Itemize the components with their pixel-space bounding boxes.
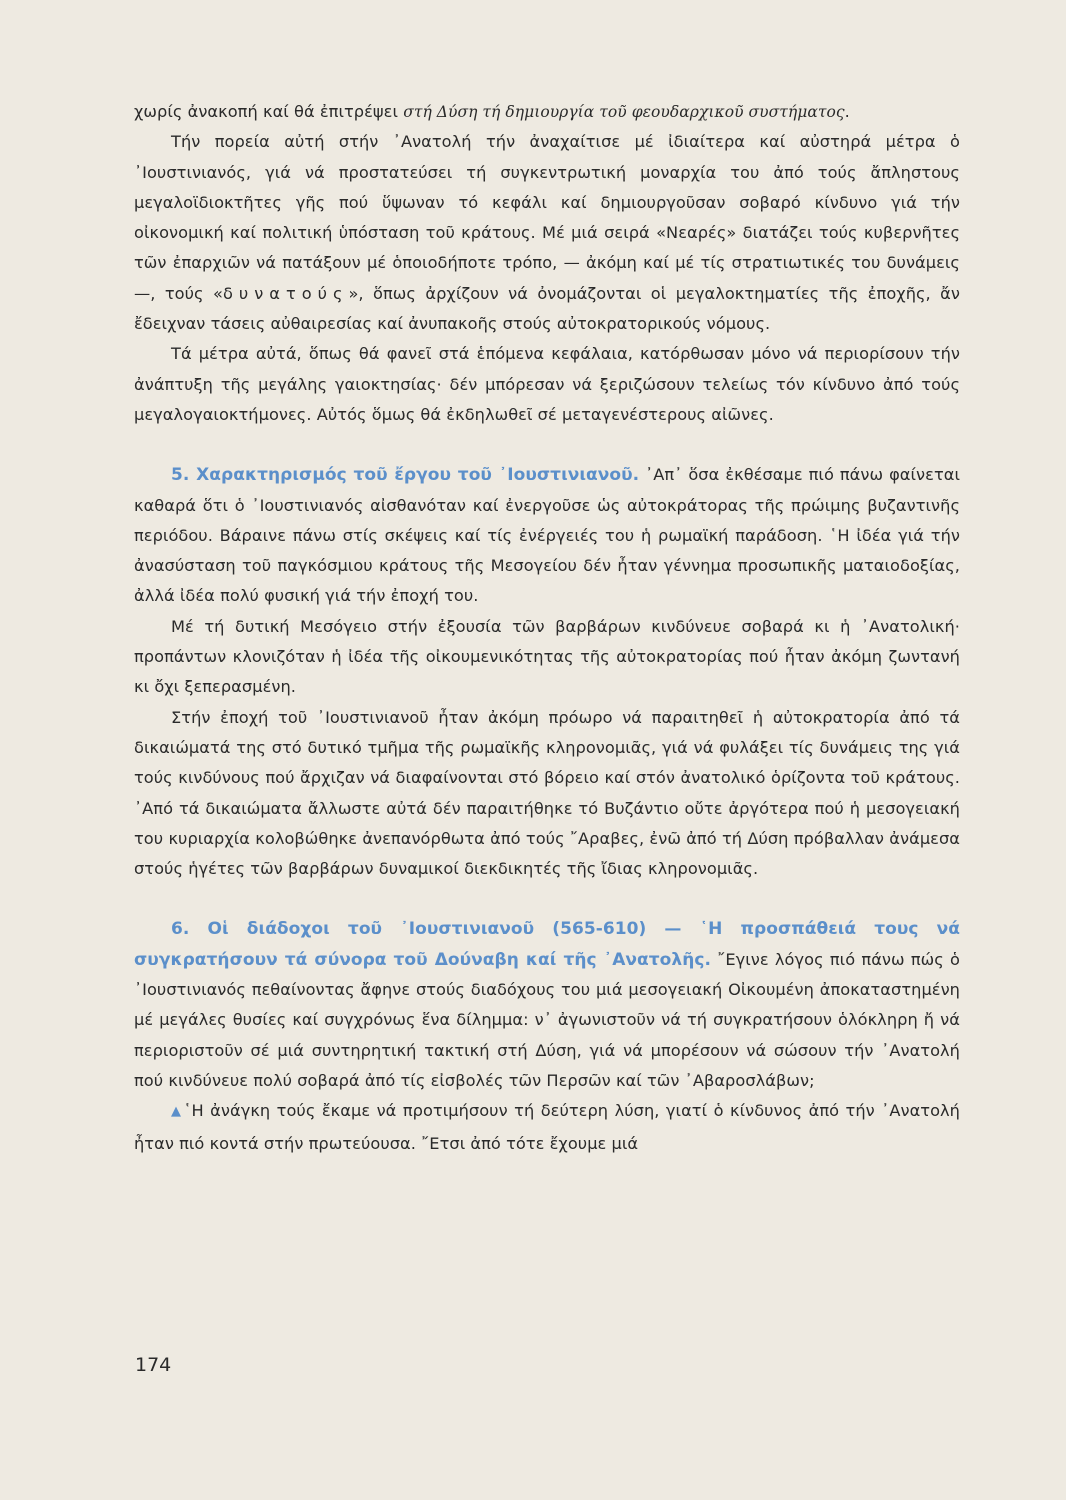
section-5-paragraph — [134, 460, 960, 611]
italic-phrase: στή Δύση τή δημιουργία τοῦ φεουδαρχικοῦ συστήματος — [403, 103, 845, 121]
section-6-paragraph-2 — [134, 1096, 960, 1159]
text-span: χωρίς ἀνακοπή καί θά ἐπιτρέψει — [134, 102, 404, 121]
section-5-heading: 5. Χαρακτηρισμός τοῦ ἔργου τοῦ ᾿Ιουστινιανοῦ. — [171, 465, 640, 486]
section-5-paragraph-3: Στήν ἐποχή τοῦ ᾿Ιουστινιανοῦ ἦταν ἀκόμη πρόωρο νά παραιτηθεῖ ἡ αὐτοκρατορία ἀπό τά δικαιώματά της στό δυτικό τμῆμα τῆς ρωμαϊκῆς κληρονομιᾶς, γιά νά φυλάξει τίς δυνάμεις της γιά τούς κινδύνους πού ἄρχιζαν νά διαφαίνονται στό βόρειο καί στόν ἀνατολικό ὁρίζοντα τοῦ κράτους. ᾿Από τά δικαιώματα ἄλλωστε αὐτά δέν παραιτήθηκε τό Βυζάντιο οὔτε ἀργότερα πού ἡ μεσογειακή του κυριαρχία κολοβώθηκε ἀνεπανόρθωτα ἀπό τούς ῎Αραβες, ἐνῶ ἀπό τή Δύση πρόβαλλαν ἀνάμεσα στούς ἡγέτες τῶν βαρβάρων δυναμικοί διεκδικητές τῆς ἴδιας κληρονομιᾶς. — [134, 707, 960, 879]
body-text — [134, 97, 960, 1159]
section-spacer — [134, 430, 960, 460]
paragraph-justinian-measures — [134, 127, 960, 339]
text-span: ῎Εγινε λόγος πιό πάνω πώς ὁ ᾿Ιουστινιανός πεθαίνοντας ἄφηνε στούς διαδόχους του μιά μεσογειακή Οἰκουμένη ἀποκαταστημένη μέ μεγάλες θυσίες καί συγχρόνως ἕνα δίλημμα: ν᾿ ἀγωνιστοῦν νά τή συγκρατήσουν ὁλόκληρη ἤ νά περιοριστοῦν σέ μιά συντηρητική τακτική στή Δύση, γιά νά μπορέσουν νά σώσουν τήν ᾿Ανατολή πού κινδύνευε πολύ σοβαρά ἀπό τίς εἰσβολές τῶν Περσῶν καί τῶν ᾿Αβαροσλάβων; — [134, 949, 960, 1090]
text-span: ᾿Απ᾿ ὅσα ἐκθέσαμε πιό πάνω φαίνεται καθαρά ὅτι ὁ ᾿Ιουστινιανός αἰσθανόταν καί ἐνεργοῦσε ὡς αὐτοκράτορας τῆς πρώιμης βυζαντινῆς περιόδου. Βάραινε πάνω στίς σκέψεις καί τίς ἐνέργειές του ἡ ρωμαϊκή παράδοση. ῾Η ἰδέα γιά τήν ἀνασύσταση τοῦ παγκόσμιου κράτους τῆς Μεσογείου δέν ἦταν γέννημα προσωπικῆς ματαιοδοξίας, ἀλλά ἰδέα πολύ φυσική γιά τήν ἐποχή του. — [134, 465, 960, 606]
paragraph-continuation — [134, 97, 960, 127]
text-span: . — [844, 102, 850, 121]
text-span: ῾Η ἀνάγκη τούς ἔκαμε νά προτιμήσουν τή δεύτερη λύση, γιατί ὁ κίνδυνος ἀπό τήν ᾿Ανατολή ἦταν πιό κοντά στήν πρωτεύουσα. ῎Ετσι ἀπό τότε ἔχουμε μιά — [134, 1101, 960, 1153]
section-spacer — [134, 884, 960, 914]
triangle-marker-icon: ▲ — [171, 1104, 183, 1120]
spaced-word: δυνατούς — [222, 283, 349, 303]
section-5-paragraph-2: Μέ τή δυτική Μεσόγειο στήν ἐξουσία τῶν βαρβάρων κινδύνευε σοβαρά κι ἡ ᾿Ανατολική· προπάντων κλονιζόταν ἡ ἰδέα τῆς οἰκουμενικότητας τῆς αὐτοκρατορίας πού ἦταν ἀκόμη ζωντανή κι ὄχι ξεπερασμένη. — [134, 616, 960, 697]
section-6-paragraph — [134, 914, 960, 1096]
section-6-heading: 6. Οἱ διάδοχοι τοῦ ᾿Ιουστινιανοῦ (565-610) — ῾Η προσπάθειά τους νά συγκρατήσουν τά σύνορα τοῦ Δούναβη καί τῆς ᾿Ανατολῆς. — [134, 919, 960, 970]
paragraph-measures-outcome: Τά μέτρα αὐτά, ὅπως θά φανεῖ στά ἑπόμενα κεφάλαια, κατόρθωσαν μόνο νά περιορίσουν τήν ἀνάπτυξη τῆς μεγάλης γαιοκτησίας· δέν μπόρεσαν νά ξεριζώσουν τελείως τόν κίνδυνο ἀπό τούς μεγαλογαιοκτήμονες. Αὐτός ὅμως θά ἐκδηλωθεῖ σέ μεταγενέστερους αἰῶνες. — [134, 344, 960, 424]
page-number: 174 — [135, 1354, 172, 1376]
text-span: Τήν πορεία αὐτή στήν ᾿Ανατολή τήν ἀναχαίτισε μέ ἰδιαίτερα καί αὐστηρά μέτρα ὁ ᾿Ιουστινιανός, γιά νά προστατεύσει τή συγκεντρωτική μοναρχία του ἀπό τούς ἄπληστους μεγαλοϊδιοκτῆτες γῆς πού ὕψωναν τό κεφάλι καί δημιουργοῦσαν σοβαρό κίνδυνο γιά τήν οἰκονομική καί πολιτική ὑπόσταση τοῦ κράτους. Μέ μιά σειρά «Νεαρές» διατάζει τούς κυβερνῆτες τῶν ἐπαρχιῶν νά πατάξουν μέ ὁποιοδήποτε τρόπο, — ἀκόμη καί μέ τίς στρατιωτικές του δυνάμεις —, τούς « — [134, 132, 960, 303]
text-span: », ὅπως ἀρχίζουν νά ὀνομάζονται οἱ μεγαλοκτηματίες τῆς ἐποχῆς, ἄν ἔδειχναν τάσεις αὐθαιρεσίας καί ἀνυπακοῆς στούς αὐτοκρατορικούς νόμους. — [134, 283, 960, 334]
